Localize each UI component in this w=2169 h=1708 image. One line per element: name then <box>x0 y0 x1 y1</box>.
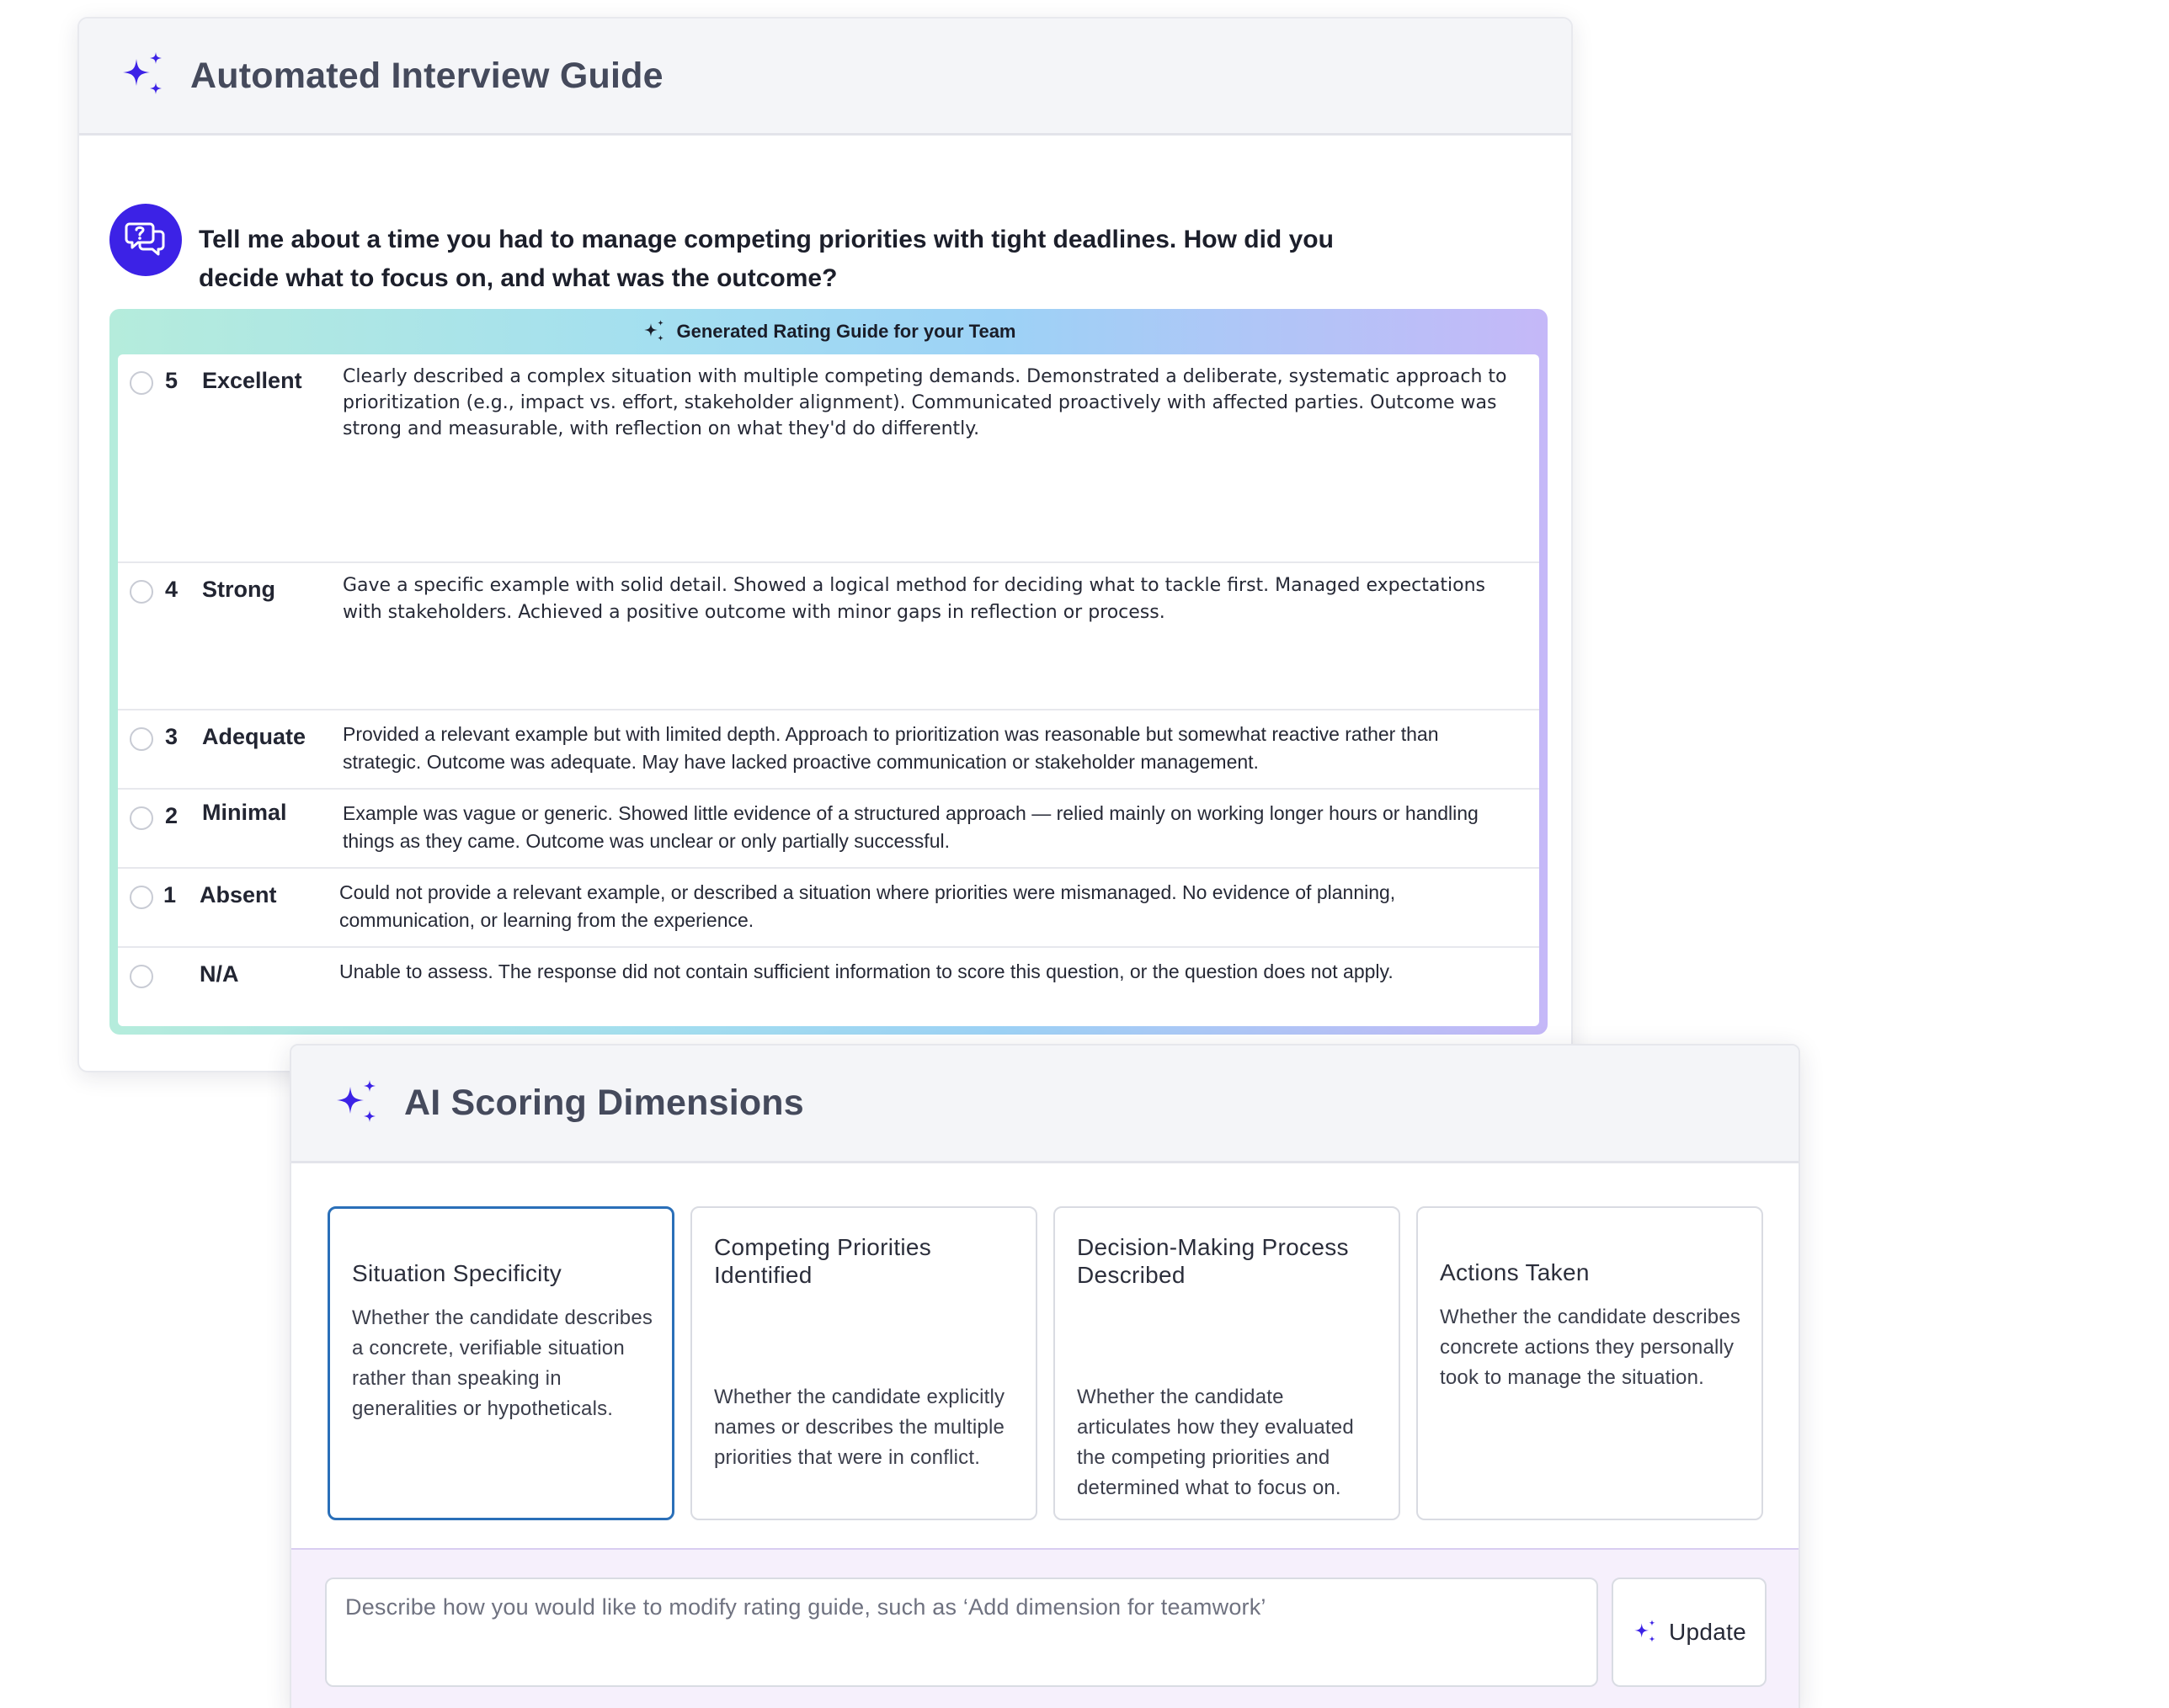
question-text: Tell me about a time you had to manage competing priorities with tight deadlines. How did you decide what to focus on, and what was the outcome? <box>199 226 1334 292</box>
dimension-title: Situation Specificity <box>352 1260 562 1286</box>
dimension-description: Whether the candidate describes a concrete, verifiable situation rather than speaking in generalities or hypotheticals. <box>352 1306 653 1420</box>
dimension-description: Whether the candidate articulates how they evaluated the competing priorities and determined what to focus on. <box>1077 1386 1354 1499</box>
rating-description: Unable to assess. The response did not contain sufficient information to score this question, or the question does not apply. <box>339 960 1394 982</box>
sparkle-icon <box>642 319 667 344</box>
rating-row-5[interactable] <box>118 354 1539 563</box>
interview-guide-title: Automated Interview Guide <box>190 55 663 96</box>
sparkle-icon <box>118 51 168 101</box>
rating-description: Gave a specific example with solid detail. Showed a logical method for deciding what to tackle first. Managed expectations with stakeholders. Achieved a positive outcome with minor gaps in reflection or process. <box>343 575 1485 623</box>
rating-description: Could not provide a relevant example, or described a situation where priorities were mismanaged. No evidence of planning, communication, or learning from the experience. <box>339 881 1396 931</box>
rating-score: 3 <box>165 724 179 749</box>
rating-radio[interactable] <box>130 727 153 751</box>
interview-question <box>109 204 1394 298</box>
dimension-title: Actions Taken <box>1440 1259 1590 1285</box>
interview-guide-card <box>77 17 1573 1072</box>
sparkle-icon <box>332 1078 382 1129</box>
dimension-tile-decision-making[interactable] <box>1053 1206 1400 1520</box>
update-button[interactable] <box>1612 1578 1767 1687</box>
rating-description: Clearly described a complex situation with multiple competing demands. Demonstrated a deliberate, systematic approach to prioritization (e.g., impact vs. effort, stakeholder alignment). Communicated proactively with affected parties. Outcome was strong and measurable, with reflection on what they'd do differently. <box>343 366 1507 439</box>
scoring-dimensions-header <box>291 1046 1799 1163</box>
modify-guide-input[interactable] <box>325 1578 1598 1687</box>
rating-label: Strong <box>202 577 275 602</box>
dimension-description: Whether the candidate explicitly names or describes the multiple priorities that were in conflict. <box>714 1386 1005 1469</box>
dimension-tile-competing-priorities[interactable] <box>690 1206 1037 1520</box>
dimension-tile-situation-specificity[interactable] <box>328 1206 674 1520</box>
update-button-label: Update <box>1668 1619 1747 1645</box>
sparkle-icon <box>1632 1619 1659 1646</box>
dimension-tile-actions-taken[interactable] <box>1416 1206 1763 1520</box>
rating-score: 1 <box>163 882 177 907</box>
rating-radio[interactable] <box>130 580 153 604</box>
dimension-title: Competing Priorities Identified <box>714 1234 932 1288</box>
rating-score: 5 <box>165 368 179 393</box>
dimension-description: Whether the candidate describes concrete actions they personally took to manage the situation. <box>1440 1306 1741 1389</box>
scoring-dimensions-title: AI Scoring Dimensions <box>404 1083 804 1123</box>
rating-radio[interactable] <box>130 371 153 395</box>
dimension-title: Decision-Making Process Described <box>1077 1234 1349 1288</box>
rating-guide-banner <box>109 309 1548 354</box>
rating-description: Provided a relevant example but with limited depth. Approach to prioritization was reasonable but somewhat reactive rather than strategic. Outcome was adequate. May have lacked proactive communication or stakeholder management. <box>343 723 1439 773</box>
rating-label: N/A <box>200 961 239 987</box>
rating-label: Minimal <box>202 800 287 825</box>
rating-label: Absent <box>200 882 277 907</box>
rating-row-4[interactable] <box>118 563 1539 710</box>
rating-guide <box>109 309 1548 1035</box>
rating-list <box>118 354 1539 1026</box>
rating-score: 4 <box>165 577 179 602</box>
rating-radio[interactable] <box>130 965 153 988</box>
rating-label: Adequate <box>202 724 306 749</box>
modify-guide-panel <box>291 1548 1799 1708</box>
rating-label: Excellent <box>202 368 302 393</box>
rating-row-1[interactable] <box>118 869 1539 948</box>
rating-radio[interactable] <box>130 806 153 830</box>
question-chat-icon <box>109 204 182 276</box>
rating-row-2[interactable] <box>118 790 1539 869</box>
rating-description: Example was vague or generic. Showed little evidence of a structured approach — relied mainly on working longer hours or handling things as they came. Outcome was unclear or only partially successful. <box>343 802 1479 852</box>
scoring-dimensions-card <box>290 1044 1800 1708</box>
interview-guide-header <box>79 19 1571 136</box>
rating-row-na[interactable] <box>118 948 1539 1008</box>
rating-guide-banner-text: Generated Rating Guide for your Team <box>676 321 1016 342</box>
rating-row-3[interactable] <box>118 710 1539 790</box>
rating-score: 2 <box>165 803 179 828</box>
rating-radio[interactable] <box>130 886 153 909</box>
